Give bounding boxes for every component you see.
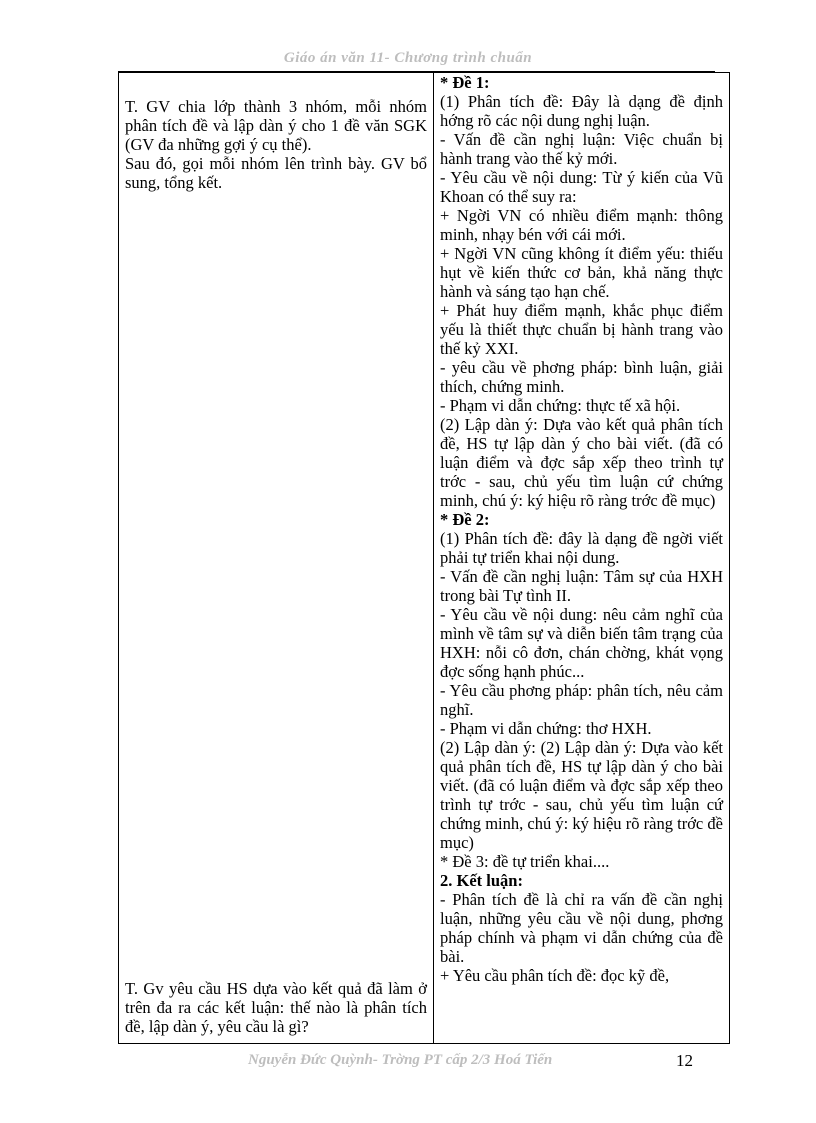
content-paragraph: (2) Lập dàn ý: (2) Lập dàn ý: Dựa vào kết quả phân tích đề, HS tự lập dàn ý cho bài viết. (đã có luận điểm và đợc sắp xếp theo trình tự trớc - sau, chủ yếu tìm luận cứ chứng minh, chú ý: ký hiệu rõ ràng trớc đề mục) <box>440 738 723 852</box>
page-footer: Nguyễn Đức Quỳnh- Trờng PT cấp 2/3 Hoá Tiến <box>248 1052 553 1068</box>
content-paragraph: - Vấn đề cần nghị luận: Tâm sự của HXH trong bài Tự tình II. <box>440 567 723 605</box>
section-heading: 2. Kết luận: <box>440 871 523 890</box>
page-number: 12 <box>676 1051 693 1070</box>
content-paragraph: + Ngời VN cũng không ít điểm yếu: thiếu hụt về kiến thức cơ bản, khả năng thực hành và sáng tạo hạn chế. <box>440 244 723 301</box>
content-paragraph: - Phạm vi dẫn chứng: thơ HXH. <box>440 719 652 738</box>
content-paragraph: + Ngời VN có nhiều điểm mạnh: thông minh, nhạy bén với cái mới. <box>440 206 723 244</box>
content-paragraph: - Phạm vi dẫn chứng: thực tế xã hội. <box>440 396 681 415</box>
content-paragraph: (1) Phân tích đề: đây là dạng đề ngời viết phải tự triển khai nội dung. <box>440 529 723 567</box>
content-paragraph: (1) Phân tích đề: Đây là dạng đề định hớng rõ các nội dung nghị luận. <box>440 92 723 130</box>
teacher-activity-block-2: T. Gv yêu cầu HS dựa vào kết quả đã làm ở trên đa ra các kết luận: thế nào là phân tích đề, lập dàn ý, yêu cầu là gì? <box>125 979 427 1036</box>
section-heading: * Đề 1: <box>440 73 490 92</box>
content-paragraph: * Đề 3: đề tự triển khai.... <box>440 852 610 871</box>
content-paragraph: - yêu cầu về phơng pháp: bình luận, giải thích, chứng minh. <box>440 358 723 396</box>
content-paragraph: - Yêu cầu phơng pháp: phân tích, nêu cảm nghĩ. <box>440 681 723 719</box>
table-row <box>119 73 730 1044</box>
teacher-instruction-text: T. GV chia lớp thành 3 nhóm, mỗi nhóm phân tích đề và lập dàn ý cho 1 đề văn SGK (GV đa những gợi ý cụ thể). <box>125 97 427 154</box>
teacher-instruction-text: Sau đó, gọi mỗi nhóm lên trình bày. GV bổ sung, tổng kết. <box>125 154 427 192</box>
content-column <box>434 73 730 1044</box>
content-paragraph: - Vấn đề cần nghị luận: Việc chuẩn bị hành trang vào thế kỷ mới. <box>440 130 723 168</box>
content-paragraph: + Yêu cầu phân tích đề: đọc kỹ đề, <box>440 966 670 985</box>
content-paragraph: (2) Lập dàn ý: Dựa vào kết quả phân tích đề, HS tự lập dàn ý cho bài viết. (đã có luận điểm và đợc sắp xếp theo trình tự trớc - sau, chủ yếu tìm luận cứ chứng minh, chú ý: ký hiệu rõ ràng trớc đề mục) <box>440 415 723 510</box>
content-paragraph: + Phát huy điểm mạnh, khắc phục điểm yếu là thiết thực chuẩn bị hành trang vào thế kỷ XXI. <box>440 301 723 358</box>
lesson-table <box>118 72 730 1044</box>
content-paragraph: - Yêu cầu về nội dung: Từ ý kiến của Vũ Khoan có thể suy ra: <box>440 168 723 206</box>
content-paragraph: - Yêu cầu về nội dung: nêu cảm nghĩ của mình về tâm sự và diễn biến tâm trạng của HXH: nỗi cô đơn, chán chờng, khát vọng đợc sống hạnh phúc... <box>440 605 723 681</box>
content-paragraph: - Phân tích đề là chỉ ra vấn đề cần nghị luận, những yêu cầu về nội dung, phơng pháp chính và phạm vi dẫn chứng của đề bài. <box>440 890 723 966</box>
page-header: Giáo án văn 11- Chương trình chuẩn <box>283 50 533 66</box>
teacher-activity-column <box>119 73 434 1044</box>
teacher-activity-block-1 <box>125 97 427 192</box>
section-heading: * Đề 2: <box>440 510 490 529</box>
